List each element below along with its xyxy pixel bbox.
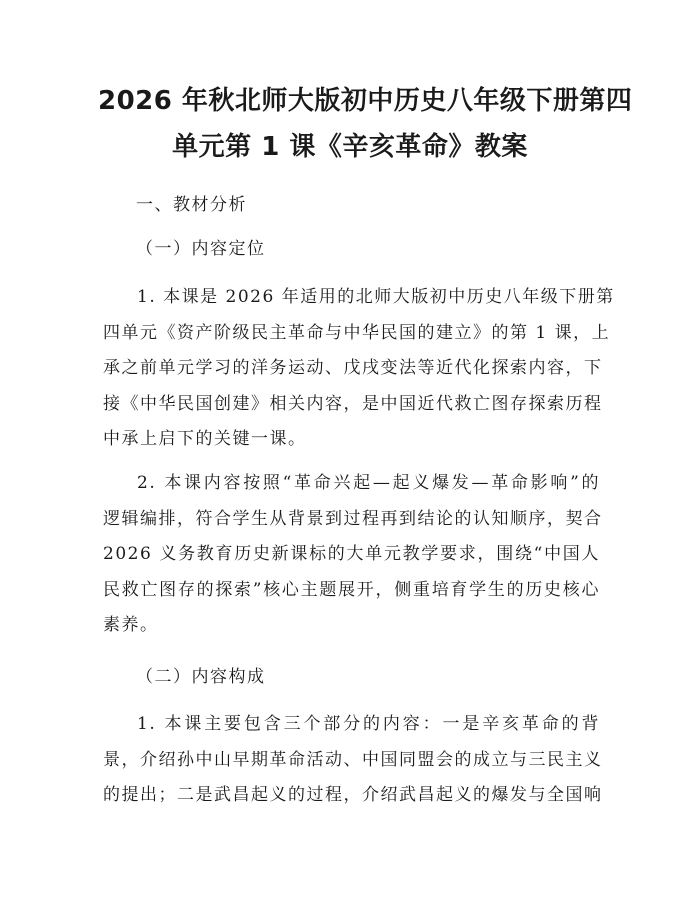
- paragraph-2-line: 素养。: [103, 615, 159, 635]
- paragraph-1-line: 中承上启下的关键一课。: [103, 429, 307, 449]
- document-title-line-1: 2026 年秋北师大版初中历史八年级下册第四: [98, 86, 633, 116]
- paragraph-1-line: 接《中华民国创建》相关内容，是中国近代救亡图存探索历程: [103, 393, 603, 414]
- paragraph-3: [103, 707, 603, 814]
- document-title-line-2: 单元第 1 课《辛亥革命》教案: [172, 132, 528, 162]
- paragraph-3-line: 的提出；二是武昌起义的过程，介绍武昌起义的爆发与全国响: [103, 785, 603, 805]
- section-heading-textbook-analysis: 一、教材分析: [136, 195, 247, 215]
- paragraph-2: [103, 466, 603, 644]
- paragraph-2-line: 逻辑编排，符合学生从背景到过程再到结论的认知顺序，契合: [103, 508, 603, 529]
- paragraph-1-line: 承之前单元学习的洋务运动、戊戌变法等近代化探索内容，下: [103, 358, 603, 378]
- subsection-heading-content-structure: （二）内容构成: [136, 667, 266, 687]
- paragraph-2-line: 2. 本课内容按照“革命兴起—起义爆发—革命影响”的: [137, 473, 600, 493]
- paragraph-1-line: 1. 本课是 2026 年适用的北师大版初中历史八年级下册第: [137, 287, 615, 307]
- subsection-heading-content-positioning: （一）内容定位: [136, 239, 266, 259]
- paragraph-2-line: 民救亡图存的探索”核心主题展开，侧重培育学生的历史核心: [103, 579, 600, 600]
- paragraph-2-line: 2026 义务教育历史新课标的大单元教学要求，围绕“中国人: [103, 544, 600, 564]
- paragraph-1-line: 四单元《资产阶级民主革命与中华民国的建立》的第 1 课，上: [103, 322, 611, 343]
- paragraph-3-line: 景，介绍孙中山早期革命活动、中国同盟会的成立与三民主义: [103, 749, 603, 770]
- paragraph-1: [103, 280, 615, 458]
- paragraph-3-line: 1. 本课主要包含三个部分的内容：一是辛亥革命的背: [137, 714, 600, 734]
